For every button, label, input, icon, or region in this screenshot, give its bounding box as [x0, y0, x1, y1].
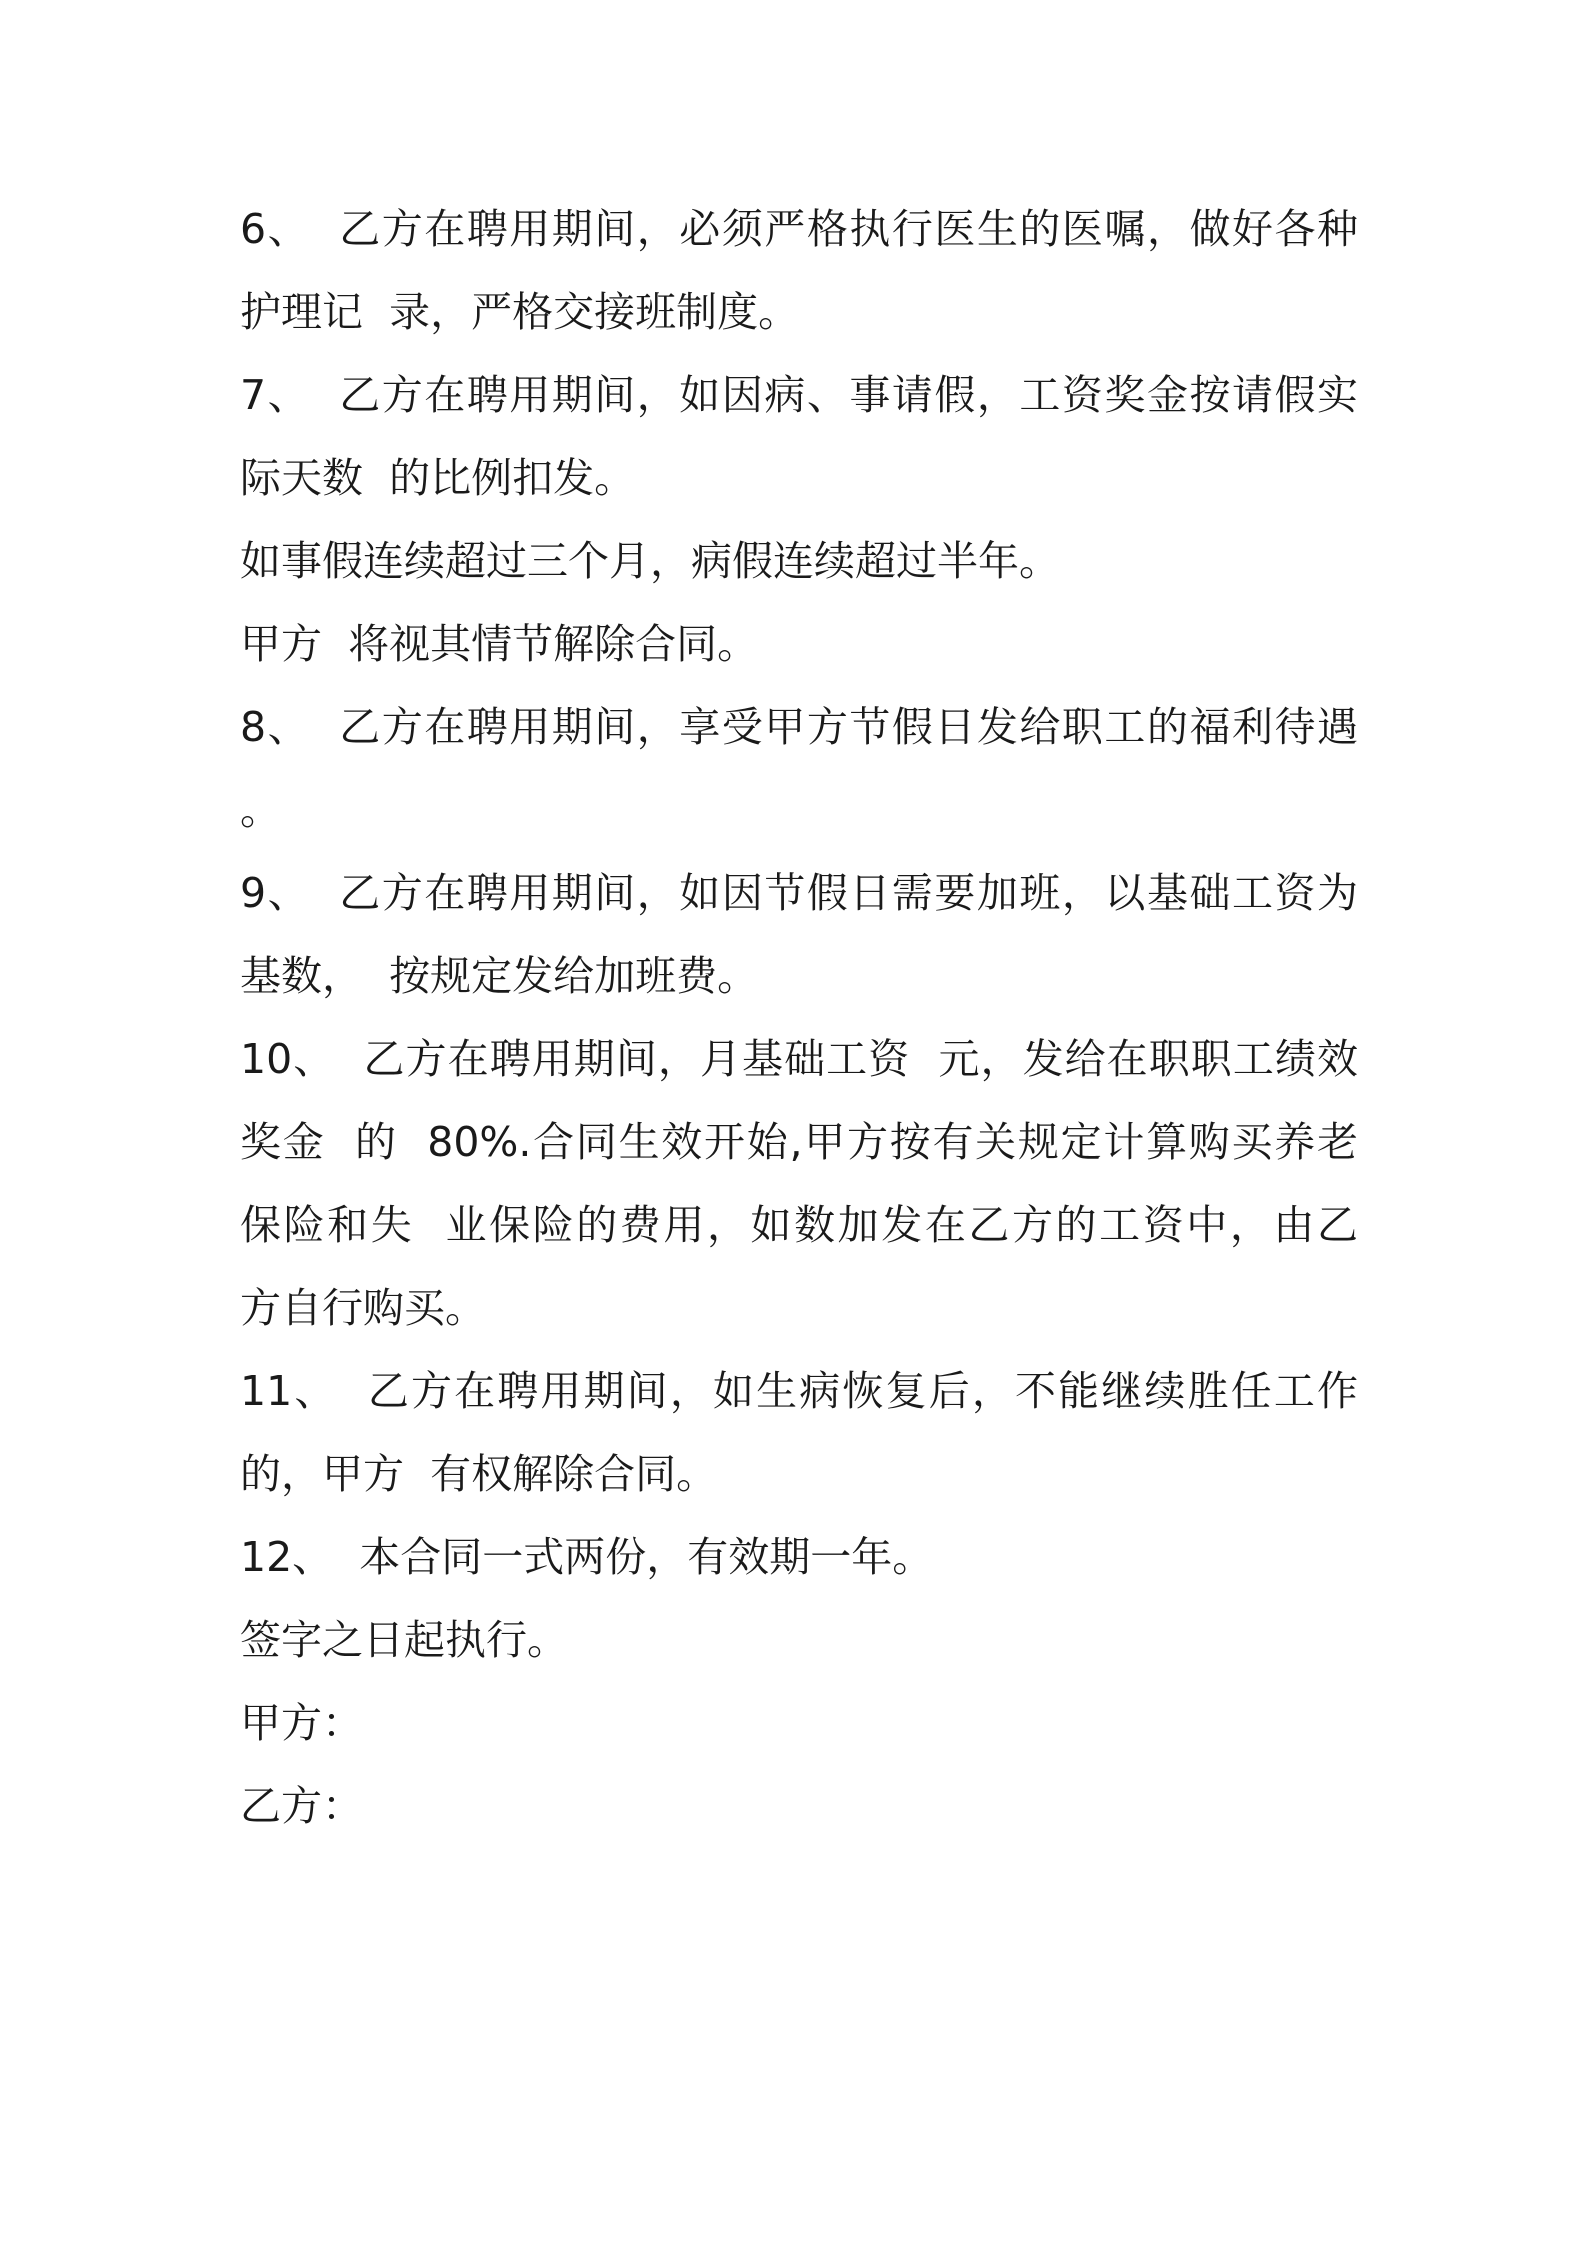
clause-7-line-3: 如事假连续超过三个月，病假连续超过半年。 [240, 537, 1060, 585]
clause-12-line-2: 签字之日起执行。 [240, 1616, 568, 1664]
clause-9-line-1: 9、 乙方在聘用期间，如因节假日需要加班，以基础工资为 [240, 869, 1358, 917]
clause-10-line-1: 10、 乙方在聘用期间，月基础工资 元，发给在职职工绩效 [240, 1035, 1358, 1083]
clause-11-line-1: 11、 乙方在聘用期间，如生病恢复后，不能继续胜任工作 [240, 1367, 1358, 1415]
clause-10-line-4: 方自行购买。 [240, 1284, 486, 1332]
clause-10-line-3: 保险和失 业保险的费用，如数加发在乙方的工资中，由乙 [240, 1201, 1358, 1249]
clause-7-line-1: 7、 乙方在聘用期间，如因病、事请假，工资奖金按请假实 [240, 371, 1358, 419]
clause-11-line-2: 的，甲方 有权解除合同。 [240, 1450, 718, 1498]
clause-8-line-2: 。 [240, 786, 281, 834]
clause-6-line-2: 护理记 录，严格交接班制度。 [240, 288, 800, 336]
clause-9-line-2: 基数， 按规定发给加班费。 [240, 952, 759, 1000]
clause-7-line-2: 际天数 的比例扣发。 [240, 454, 636, 502]
contract-text [240, 188, 1358, 1848]
clause-8-line-1: 8、 乙方在聘用期间，享受甲方节假日发给职工的福利待遇 [240, 703, 1358, 751]
party-b-signature-label: 乙方： [240, 1782, 363, 1830]
clause-10-line-2: 奖金 的 80%.合同生效开始,甲方按有关规定计算购买养老 [240, 1118, 1358, 1166]
party-a-signature-label: 甲方： [240, 1699, 363, 1747]
clause-7-line-4: 甲方 将视其情节解除合同。 [240, 620, 759, 668]
clause-12-line-1: 12、 本合同一式两份，有效期一年。 [240, 1533, 934, 1581]
clause-6-line-1: 6、 乙方在聘用期间，必须严格执行医生的医嘱，做好各种 [240, 205, 1358, 253]
